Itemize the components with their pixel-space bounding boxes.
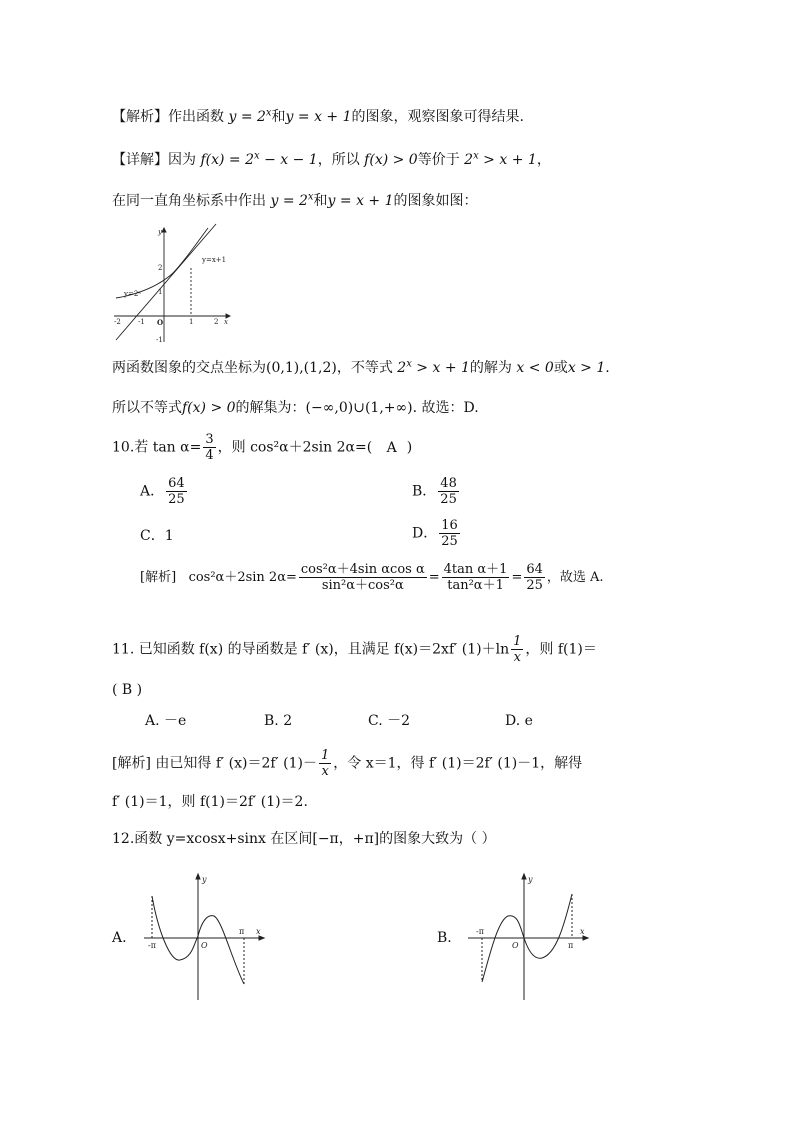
tick-x-2: 2 bbox=[214, 318, 219, 326]
tick-x-neg2: -2 bbox=[114, 318, 121, 326]
x-arrow-icon bbox=[259, 936, 264, 940]
svg-text:O: O bbox=[512, 941, 519, 950]
graph-exp-linear bbox=[112, 222, 234, 346]
linear-label: y=x+1 bbox=[202, 256, 227, 264]
q11-option-b: B. 2 bbox=[264, 713, 293, 729]
tick-y-neg1: -1 bbox=[156, 336, 163, 344]
q10-option-a: A． $\frac{64}{25}$ bbox=[140, 476, 185, 507]
q11-option-d: D. e bbox=[505, 713, 533, 729]
svg-text:y: y bbox=[202, 875, 207, 884]
q9-plot-line: 在同一直角坐标系中作出 $y = 2^x$和y = x + 1的图象如图： bbox=[112, 191, 478, 209]
svg-text:y: y bbox=[528, 875, 533, 884]
fn-exp: $y = 2^x$ bbox=[228, 107, 272, 125]
q12-option-b-label: B. bbox=[437, 930, 452, 946]
svg-text:-π: -π bbox=[148, 941, 156, 950]
y-axis-label: y bbox=[158, 228, 162, 236]
svg-text:-π: -π bbox=[476, 927, 484, 936]
svg-text:x: x bbox=[580, 927, 585, 936]
q12-option-a-label: A. bbox=[112, 930, 127, 946]
tick-y-2: 2 bbox=[158, 264, 163, 272]
svg-text:x: x bbox=[256, 927, 261, 936]
q11-answer: ( B ) bbox=[112, 682, 143, 698]
q12-graph-a bbox=[140, 870, 268, 1002]
tick-x-neg1: -1 bbox=[138, 318, 145, 326]
q10-answer: A bbox=[386, 439, 397, 456]
q12-stem: 12.函数 y=xcosx+sinx 在区间[−π，+π]的图象大致为（ ） bbox=[112, 831, 496, 847]
detail-tag: 【详解】 bbox=[112, 152, 168, 168]
linear-line bbox=[116, 224, 219, 340]
solution-tag: [解析] bbox=[140, 570, 177, 585]
q9-final-line: 所以不等式f(x) > 0的解集为：(−∞,0)∪(1,+∞). 故选：D. bbox=[112, 400, 479, 416]
analysis-tag: 【解析】 bbox=[112, 109, 168, 125]
q10-stem-fraction: $\frac{3}{4}$ bbox=[205, 432, 214, 463]
q11-solution-1: [解析] 由已知得 f′ (x)＝2f′ (1)－ $\frac{1}{x}$ ，令 x＝1，得 f′ (1)＝2f′ (1)－1，解得 bbox=[112, 748, 583, 779]
y-arrow-icon bbox=[522, 874, 526, 879]
q10-solution: [解析] cos²α＋2sin 2α= $\frac{\text{cos²α＋4sin αcos α}}{\text{sin²α＋cos²α}}$ = $\frac{\text{4tan α＋1}}{\text{tan²α＋1}}$ = $\frac{64}{25}$ ，故选 A. bbox=[140, 562, 604, 593]
q10-option-b: B． $\frac{48}{25}$ bbox=[412, 476, 457, 507]
y-arrow-icon bbox=[162, 228, 166, 232]
q11-option-a: A. －e bbox=[145, 713, 187, 729]
svg-text:O: O bbox=[201, 941, 208, 950]
q11-solution-2: f′ (1)＝1，则 f(1)＝2f′ (1)＝2. bbox=[112, 794, 308, 810]
exp-label: y=2ˣ bbox=[124, 290, 142, 298]
x-axis-label: x bbox=[224, 318, 228, 326]
x-arrow-icon bbox=[583, 936, 588, 940]
q12-graph-b bbox=[464, 870, 592, 1002]
q9-detail-line: 【详解】因为 $f(x) = 2^x - x - 1$，所以 f(x) > 0等价于 $2^x > x + 1$， bbox=[112, 150, 551, 168]
y-arrow-icon bbox=[196, 874, 200, 879]
q9-analysis-line: 【解析】作出函数 $y = 2^x$和y = x + 1的图象，观察图象可得结果. bbox=[112, 107, 524, 125]
origin-label: O bbox=[157, 318, 164, 327]
tick-y-1: 1 bbox=[158, 288, 163, 296]
q10-stem: 10.若 tan α= $\frac{3}{4}$ ，则 cos²α＋2sin 2α=( A ) bbox=[112, 432, 413, 463]
svg-text:π: π bbox=[568, 941, 574, 950]
q11-option-c: C. －2 bbox=[368, 713, 411, 729]
tick-x-1: 1 bbox=[189, 318, 194, 326]
svg-text:π: π bbox=[239, 927, 245, 936]
q11-stem: 11. 已知函数 f(x) 的导函数是 f′ (x)，且满足 f(x)＝2xf′ (1)＋ln $\frac{1}{x}$ ，则 f(1)＝ bbox=[112, 634, 597, 665]
q9-intersect-line: 两函数图象的交点坐标为(0,1),(1,2)，不等式 $2^x > x + 1$的解为 x < 0或x > 1. bbox=[112, 358, 610, 376]
q10-option-c: C．1 bbox=[140, 528, 174, 544]
q10-option-d: D． $\frac{16}{25}$ bbox=[412, 518, 458, 549]
